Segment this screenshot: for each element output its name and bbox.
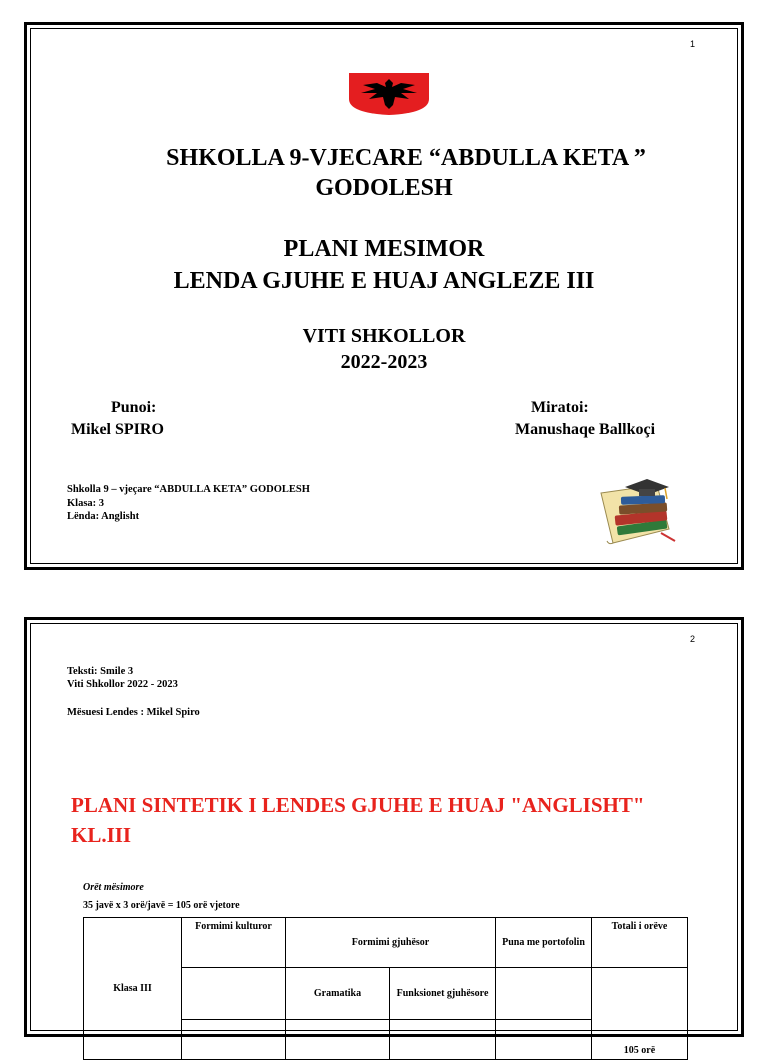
punoi-label: Punoi: xyxy=(111,399,157,416)
gramatika-header: Gramatika xyxy=(286,968,390,1020)
info-school: Shkolla 9 – vjeçare “ABDULLA KETA” GODOLESH xyxy=(67,484,310,495)
school-year xyxy=(27,323,741,375)
textbook-name: Teksti: Smile 3 xyxy=(67,666,134,677)
empty-cell xyxy=(286,1020,390,1060)
hours-label: Orët mësimore xyxy=(83,882,144,893)
puna-portofolio-header: Puna me portofolin xyxy=(496,918,592,968)
empty-cell xyxy=(496,1020,592,1060)
empty-cell xyxy=(496,968,592,1020)
synthetic-plan-title-line2: KL.III xyxy=(71,823,132,847)
empty-cell xyxy=(390,1020,496,1060)
plan-title-line2: LENDA GJUHE E HUAJ ANGLEZE III xyxy=(173,268,595,294)
hours-formula: 35 javë x 3 orë/javë = 105 orë vjetore xyxy=(83,900,240,911)
table-row xyxy=(84,918,688,968)
school-year-value: 2022-2023 xyxy=(340,351,428,373)
school-info-block xyxy=(67,483,310,524)
school-year-line: Viti Shkollor 2022 - 2023 xyxy=(67,679,178,690)
synthetic-plan-title-line1: PLANI SINTETIK I LENDES GJUHE E HUAJ "ANGLISHT" xyxy=(71,793,645,817)
teacher-line: Mësuesi Lendes : Mikel Spiro xyxy=(67,707,200,718)
albanian-coat-of-arms-icon xyxy=(345,69,433,117)
info-class: Klasa: 3 xyxy=(67,497,105,509)
synthetic-plan-title xyxy=(71,790,711,850)
textbook-info xyxy=(67,665,178,691)
funksionet-header: Funksionet gjuhësore xyxy=(390,968,496,1020)
miratoi-label: Miratoi: xyxy=(531,399,589,416)
formimi-gjuhesor-header: Formimi gjuhësor xyxy=(286,918,496,968)
klasa-cell: Klasa III xyxy=(84,918,182,1060)
punoi-name: Mikel SPIRO xyxy=(71,421,164,438)
document-page-2 xyxy=(24,617,744,1056)
document-page-1 xyxy=(24,22,744,570)
books-with-graduation-cap-icon xyxy=(595,471,685,551)
formimi-kulturor-header: Formimi kulturor xyxy=(182,918,286,968)
school-title xyxy=(27,143,741,203)
empty-cell xyxy=(182,1020,286,1060)
page-number: 1 xyxy=(689,39,695,49)
totali-value: 105 orë xyxy=(592,968,688,1060)
school-location: GODOLESH xyxy=(315,175,453,201)
page-number: 2 xyxy=(689,634,695,644)
plan-title-line1: PLANI MESIMOR xyxy=(283,236,485,262)
miratoi-name: Manushaqe Ballkoçi xyxy=(515,421,656,438)
info-subject: Lënda: Anglisht xyxy=(67,511,140,522)
school-name: SHKOLLA 9-VJECARE “ABDULLA KETA ” xyxy=(166,145,646,171)
empty-cell xyxy=(182,968,286,1020)
plan-title xyxy=(27,233,741,297)
totali-header: Totali i orëve xyxy=(592,918,688,968)
hours-table xyxy=(83,917,688,1060)
school-year-label: VITI SHKOLLOR xyxy=(302,325,466,347)
